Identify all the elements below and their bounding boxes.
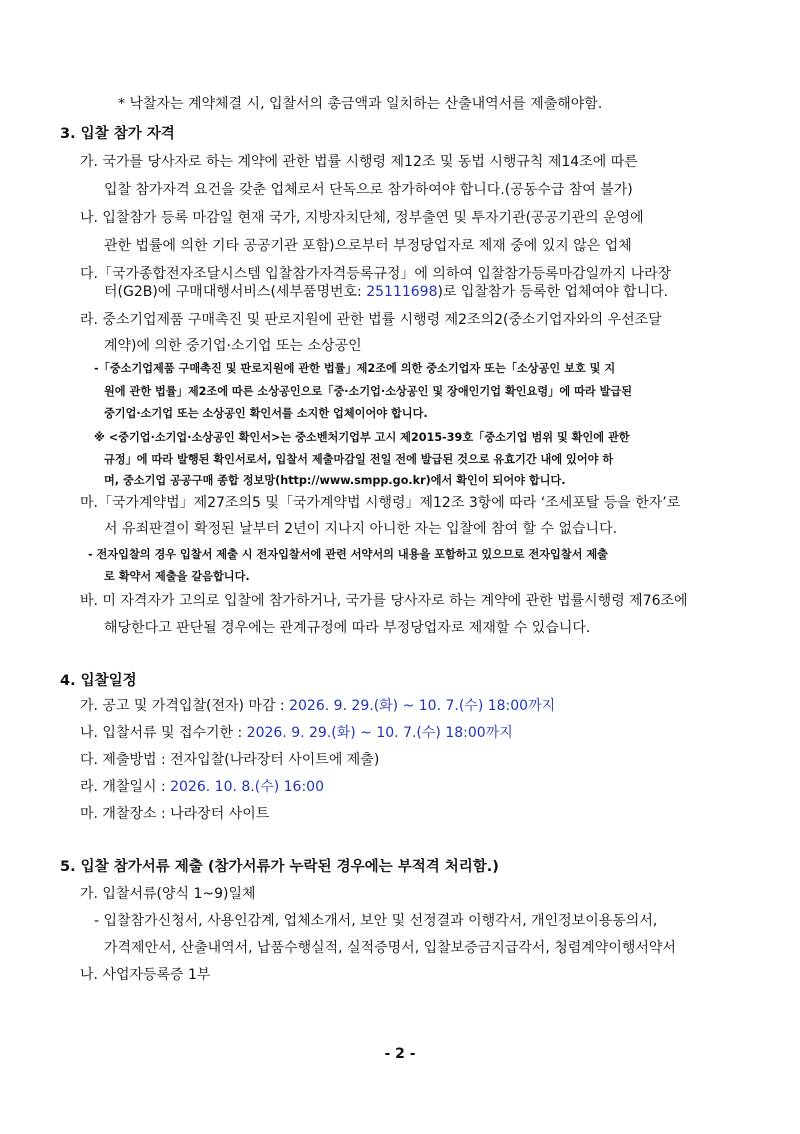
sec5-item-ga: 가. 입찰서류(양식 1~9)일체 xyxy=(80,886,256,902)
sec4-item-ra xyxy=(80,777,324,797)
page-number: - 2 - xyxy=(384,1046,416,1062)
sec3-item-ma-line2: 서 유죄판결이 확정된 날부터 2년이 지나지 아니한 자는 입찰에 참여 할 수 없습니다. xyxy=(104,521,618,537)
sec3-item-na-line2: 관한 법률에 의한 기타 공공기관 포함)으로부터 부정당업자로 제재 중에 있지 않은 업체 xyxy=(104,238,632,254)
sec3-ra-mark-line1: ※ <중기업·소기업·소상공인 확인서>는 중소벤처기업부 고시 제2015-39호「중소기업 범위 및 확인에 관한 xyxy=(94,431,630,444)
ga-label: 가. 공고 및 가격입찰(전자) 마감 : xyxy=(80,698,290,714)
sec4-item-ma: 마. 개찰장소 : 나라장터 사이트 xyxy=(80,806,270,822)
na-value: 2026. 9. 29.(화) ~ 10. 7.(수) 18:00까지 xyxy=(246,725,513,741)
sec3-ra-note-line3: 중기업·소기업 또는 소상공인 확인서를 소지한 업체이어야 합니다. xyxy=(104,407,428,420)
note-top: * 낙찰자는 계약체결 시, 입찰서의 총금액과 일치하는 산출내역서를 제출해야함. xyxy=(118,96,603,112)
sec3-e-note-line1: - 전자입찰의 경우 입찰서 제출 시 전자입찰서에 관련 서약서의 내용을 포함하고 있으므로 전자입찰서 제출 xyxy=(88,548,608,561)
sec4-item-na xyxy=(80,723,513,743)
sec3-ra-note-line2: 원에 관한 법률」제2조에 따른 소상공인으로「중·소기업·소상공인 및 장애인기업 확인요령」에 따라 발급된 xyxy=(104,385,632,398)
sec3-item-ba-line2: 해당한다고 판단될 경우에는 관계규정에 따라 부정당업자로 제재할 수 있습니다. xyxy=(104,620,591,636)
da-line2-suffix: )로 입찰참가 등록한 업체여야 합니다. xyxy=(437,284,669,300)
sec3-item-ma-line1: 마.「국가계약법」제27조의5 및「국가계약법 시행령」제12조 3항에 따라 ‘조세포탈 등을 한자’로 xyxy=(80,495,681,511)
sec3-ra-mark-line2: 규정」에 따라 발행된 확인서로서, 입찰서 제출마감일 전일 전에 발급된 것으로 유효기간 내에 있어야 하 xyxy=(104,453,614,466)
section-5-title: 5. 입찰 참가서류 제출 (참가서류가 누락된 경우에는 부적격 처리함.) xyxy=(60,859,499,875)
item-number: 25111698 xyxy=(366,284,438,300)
na-label: 나. 입찰서류 및 접수기한 : xyxy=(80,725,247,741)
sec5-docs-line2: 가격제안서, 산출내역서, 납품수행실적, 실적증명서, 입찰보증금지급각서, 청렴계약이행서약서 xyxy=(104,940,676,956)
sec3-item-da-line2 xyxy=(104,282,668,302)
sec3-item-ga-line2: 입찰 참가자격 요건을 갖춘 업체로서 단독으로 참가하여야 합니다.(공동수급 참여 불가) xyxy=(104,182,633,198)
sec3-ra-mark-line3: 며, 중소기업 공공구매 종합 정보망(http://www.smpp.go.kr)에서 확인이 되어야 합니다. xyxy=(104,474,566,487)
sec3-item-ra-line2: 계약)에 의한 중기업·소기업 또는 소상공인 xyxy=(104,338,362,354)
sec3-item-ra-line1: 라. 중소기업제품 구매촉진 및 판로지원에 관한 법률 시행령 제2조의2(중소기업자와의 우선조달 xyxy=(80,312,662,328)
sec3-item-na-line1: 나. 입찰참가 등록 마감일 현재 국가, 지방자치단체, 정부출연 및 투자기관(공공기관의 운영에 xyxy=(80,210,644,226)
sec3-item-ga-line1: 가. 국가를 당사자로 하는 계약에 관한 법률 시행령 제12조 및 동법 시행규칙 제14조에 따른 xyxy=(80,154,638,170)
sec3-e-note-line2: 로 확약서 제출을 갈음합니다. xyxy=(104,570,250,583)
section-3-title: 3. 입찰 참가 자격 xyxy=(60,126,175,142)
section-4-title: 4. 입찰일정 xyxy=(60,673,137,689)
ra-value: 2026. 10. 8.(수) 16:00 xyxy=(170,779,324,795)
sec5-docs-line1: - 입찰참가신청서, 사용인감계, 업체소개서, 보안 및 선정결과 이행각서, 개인정보이용동의서, xyxy=(94,913,658,929)
sec4-item-da: 다. 제출방법 : 전자입찰(나라장터 사이트에 제출) xyxy=(80,752,380,768)
ra-label: 라. 개찰일시 : xyxy=(80,779,171,795)
ga-value: 2026. 9. 29.(화) ~ 10. 7.(수) 18:00까지 xyxy=(289,698,556,714)
sec5-item-na: 나. 사업자등록증 1부 xyxy=(80,967,211,983)
sec3-item-da-line1: 다.「국가종합전자조달시스템 입찰참가자격등록규정」에 의하여 입찰참가등록마감일까지 나라장 xyxy=(80,266,672,282)
sec3-item-ba-line1: 바. 미 자격자가 고의로 입찰에 참가하거나, 국가를 당사자로 하는 계약에 관한 법률시행령 제76조에 xyxy=(80,593,688,609)
da-line2-prefix: 터(G2B)에 구매대행서비스(세부품명번호: xyxy=(104,284,367,300)
sec4-item-ga xyxy=(80,696,555,716)
sec3-ra-note-line1: -「중소기업제품 구매촉진 및 판로지원에 관한 법률」제2조에 의한 중소기업자 또는「소상공인 보호 및 지 xyxy=(94,362,616,375)
